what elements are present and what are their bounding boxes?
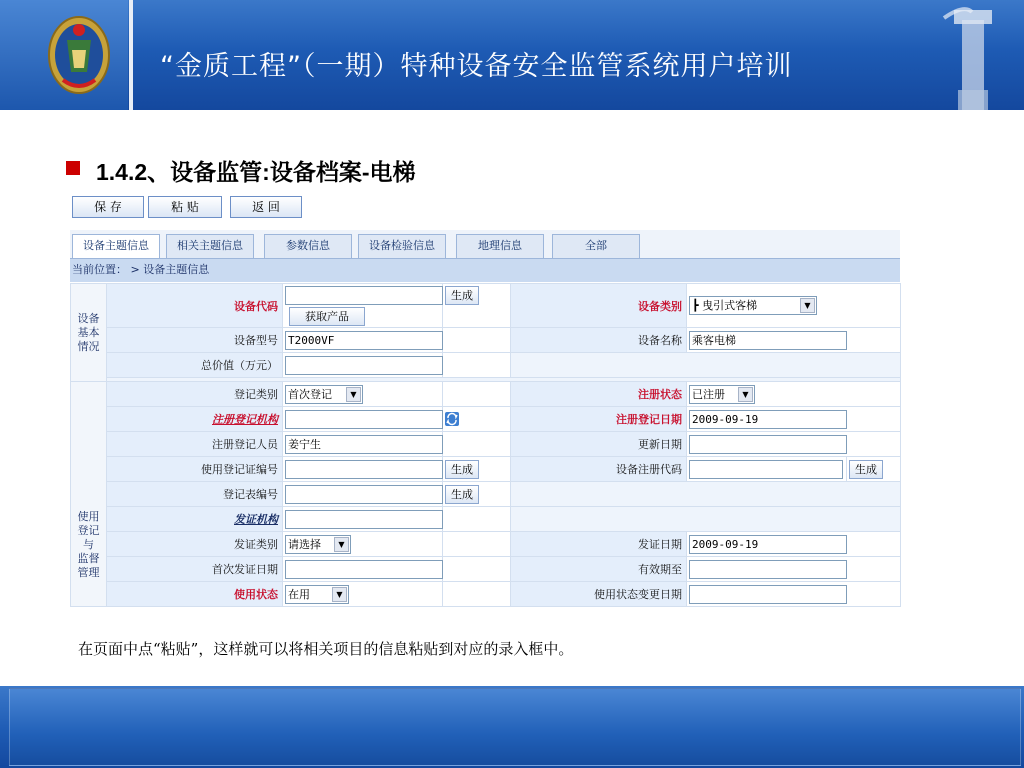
empty-cell xyxy=(443,382,511,407)
form-row xyxy=(71,432,901,457)
chevron-down-icon: ▼ xyxy=(332,587,347,602)
equip-name-cell xyxy=(687,328,901,353)
breadcrumb: 当前位置： > 设备主题信息 xyxy=(70,258,900,282)
reg-form-no-label: 登记表编号 xyxy=(107,482,283,507)
fetch-product-button[interactable]: 获取产品 xyxy=(289,307,365,326)
issue-date-label: 发证日期 xyxy=(511,532,687,557)
empty-cell xyxy=(443,557,511,582)
equip-category-value: 曳引式客梯 xyxy=(702,299,758,312)
equip-code-generate-button[interactable]: 生成 xyxy=(445,286,479,305)
reg-person-input[interactable]: 姜宁生 xyxy=(285,435,443,454)
tab-equipment-main[interactable]: 设备主题信息 xyxy=(72,234,160,259)
tab-related[interactable]: 相关主题信息 xyxy=(166,234,254,258)
reg-form-no-generate-button[interactable]: 生成 xyxy=(445,485,479,504)
chevron-down-icon: ▼ xyxy=(738,387,753,402)
use-cert-no-generate-button[interactable]: 生成 xyxy=(445,460,479,479)
reg-form-no-cell xyxy=(283,482,443,507)
issue-type-select[interactable] xyxy=(285,535,351,554)
equipment-form xyxy=(70,283,901,607)
equip-reg-code-gen-cell xyxy=(847,457,901,482)
equip-reg-code-generate-button[interactable]: 生成 xyxy=(849,460,883,479)
banner-title: “金质工程”（一期）特种设备安全监管系统用户培训 xyxy=(160,51,793,82)
empty-cell xyxy=(511,482,901,507)
use-status-change-date-input[interactable] xyxy=(689,585,847,604)
equip-reg-code-label: 设备注册代码 xyxy=(511,457,687,482)
total-value-input[interactable] xyxy=(285,356,443,375)
chevron-down-icon: ▼ xyxy=(800,298,815,313)
reg-status-cell xyxy=(687,382,901,407)
empty-cell xyxy=(443,507,511,532)
empty-cell xyxy=(443,532,511,557)
use-status-label: 使用状态 xyxy=(107,582,283,607)
issue-type-label: 发证类别 xyxy=(107,532,283,557)
instruction-note: 在页面中点“粘贴”，这样就可以将相关项目的信息粘贴到对应的录入框中。 xyxy=(78,640,574,658)
reg-form-no-gen-cell xyxy=(443,482,511,507)
form-row xyxy=(71,557,901,582)
empty-cell xyxy=(443,353,511,378)
app-panel xyxy=(70,190,900,612)
reg-type-select[interactable] xyxy=(285,385,363,404)
first-issue-date-cell xyxy=(283,557,443,582)
issue-type-cell xyxy=(283,532,443,557)
first-issue-date-input[interactable] xyxy=(285,560,443,579)
header-banner xyxy=(0,0,1024,110)
empty-cell xyxy=(443,582,511,607)
reg-status-value: 已注册 xyxy=(692,387,725,401)
empty-cell xyxy=(511,507,901,532)
reg-org-cell xyxy=(283,407,443,432)
equip-reg-code-input[interactable] xyxy=(689,460,843,479)
form-row xyxy=(71,382,901,407)
use-status-value: 在用 xyxy=(288,587,310,601)
issue-date-cell xyxy=(687,532,901,557)
tab-strip xyxy=(70,230,900,258)
empty-cell xyxy=(443,328,511,353)
chevron-down-icon: ▼ xyxy=(346,387,361,402)
valid-until-input[interactable] xyxy=(689,560,847,579)
valid-until-cell xyxy=(687,557,901,582)
use-status-select[interactable] xyxy=(285,585,349,604)
equip-code-input[interactable] xyxy=(285,286,443,305)
equip-model-cell xyxy=(283,328,443,353)
chevron-down-icon: ▼ xyxy=(334,537,349,552)
reg-status-select[interactable] xyxy=(689,385,755,404)
reg-date-label: 注册登记日期 xyxy=(511,407,687,432)
reg-type-label: 登记类别 xyxy=(107,382,283,407)
reg-form-no-input[interactable] xyxy=(285,485,443,504)
equip-code-cell xyxy=(283,284,443,328)
tab-all[interactable]: 全部 xyxy=(552,234,640,258)
use-status-change-date-label: 使用状态变更日期 xyxy=(511,582,687,607)
section-basic-label: 设备 基本 情况 xyxy=(71,284,107,382)
heading-bullet xyxy=(66,161,80,175)
valid-until-label: 有效期至 xyxy=(511,557,687,582)
use-cert-no-label: 使用登记证编号 xyxy=(107,457,283,482)
reg-person-cell xyxy=(283,432,443,457)
total-value-label: 总价值（万元） xyxy=(107,353,283,378)
equip-category-label: 设备类别 xyxy=(511,284,687,328)
use-cert-no-input[interactable] xyxy=(285,460,443,479)
equip-name-input[interactable]: 乘客电梯 xyxy=(689,331,847,350)
reg-type-cell xyxy=(283,382,443,407)
reg-org-input[interactable] xyxy=(285,410,443,429)
use-status-cell xyxy=(283,582,443,607)
slide-heading: 1.4.2、设备监管:设备档案-电梯 xyxy=(96,159,416,185)
paste-button[interactable]: 粘 贴 xyxy=(148,196,222,218)
issue-type-value: 请选择 xyxy=(288,537,321,551)
empty-cell xyxy=(511,353,901,378)
logo-separator xyxy=(129,0,133,110)
tab-geo[interactable]: 地理信息 xyxy=(456,234,544,258)
form-row xyxy=(71,457,901,482)
form-row xyxy=(71,482,901,507)
refresh-icon[interactable] xyxy=(445,412,459,426)
issue-org-input[interactable] xyxy=(285,510,443,529)
toolbar xyxy=(70,190,900,230)
use-cert-no-gen-cell xyxy=(443,457,511,482)
issue-date-input[interactable]: 2009-09-19 xyxy=(689,535,847,554)
form-row xyxy=(71,353,901,378)
use-cert-no-cell xyxy=(283,457,443,482)
empty-cell xyxy=(443,432,511,457)
reg-date-cell xyxy=(687,407,901,432)
issue-org-label[interactable]: 发证机构 xyxy=(107,507,283,532)
total-value-cell xyxy=(283,353,443,378)
equip-category-cell xyxy=(687,284,901,328)
refresh-cell xyxy=(443,407,511,432)
reg-type-value: 首次登记 xyxy=(288,387,332,401)
first-issue-date-label: 首次发证日期 xyxy=(107,557,283,582)
reg-person-label: 注册登记人员 xyxy=(107,432,283,457)
form-row xyxy=(71,507,901,532)
update-date-cell xyxy=(687,432,901,457)
use-status-change-date-cell xyxy=(687,582,901,607)
form-row xyxy=(71,284,901,328)
footer-banner xyxy=(0,686,1024,768)
reg-status-label: 注册状态 xyxy=(511,382,687,407)
reg-org-label[interactable]: 注册登记机构 xyxy=(107,407,283,432)
form-row xyxy=(71,582,901,607)
issue-org-cell xyxy=(283,507,443,532)
equip-code-gen-cell xyxy=(443,284,511,328)
form-row xyxy=(71,532,901,557)
equip-category-select[interactable] xyxy=(689,296,817,315)
back-button[interactable]: 返 回 xyxy=(230,196,302,218)
logo-box xyxy=(0,0,128,110)
tree-branch-glyph: ┣ xyxy=(692,299,699,312)
tab-parameters[interactable]: 参数信息 xyxy=(264,234,352,258)
update-date-label: 更新日期 xyxy=(511,432,687,457)
save-button[interactable]: 保 存 xyxy=(72,196,144,218)
monument-pillar-icon xyxy=(914,0,1024,110)
form-row xyxy=(71,328,901,353)
tab-inspection[interactable]: 设备检验信息 xyxy=(358,234,446,258)
section-reg-label: 使用 登记 与 监督 管理 xyxy=(71,382,107,607)
reg-date-input[interactable]: 2009-09-19 xyxy=(689,410,847,429)
footer-panel xyxy=(9,688,1021,766)
equip-model-input[interactable]: T2000VF xyxy=(285,331,443,350)
equip-name-label: 设备名称 xyxy=(511,328,687,353)
emblem-icon xyxy=(0,0,128,110)
equip-model-label: 设备型号 xyxy=(107,328,283,353)
equip-code-label: 设备代码 xyxy=(107,284,283,328)
update-date-input[interactable] xyxy=(689,435,847,454)
form-row xyxy=(71,407,901,432)
equip-reg-code-cell xyxy=(687,457,847,482)
